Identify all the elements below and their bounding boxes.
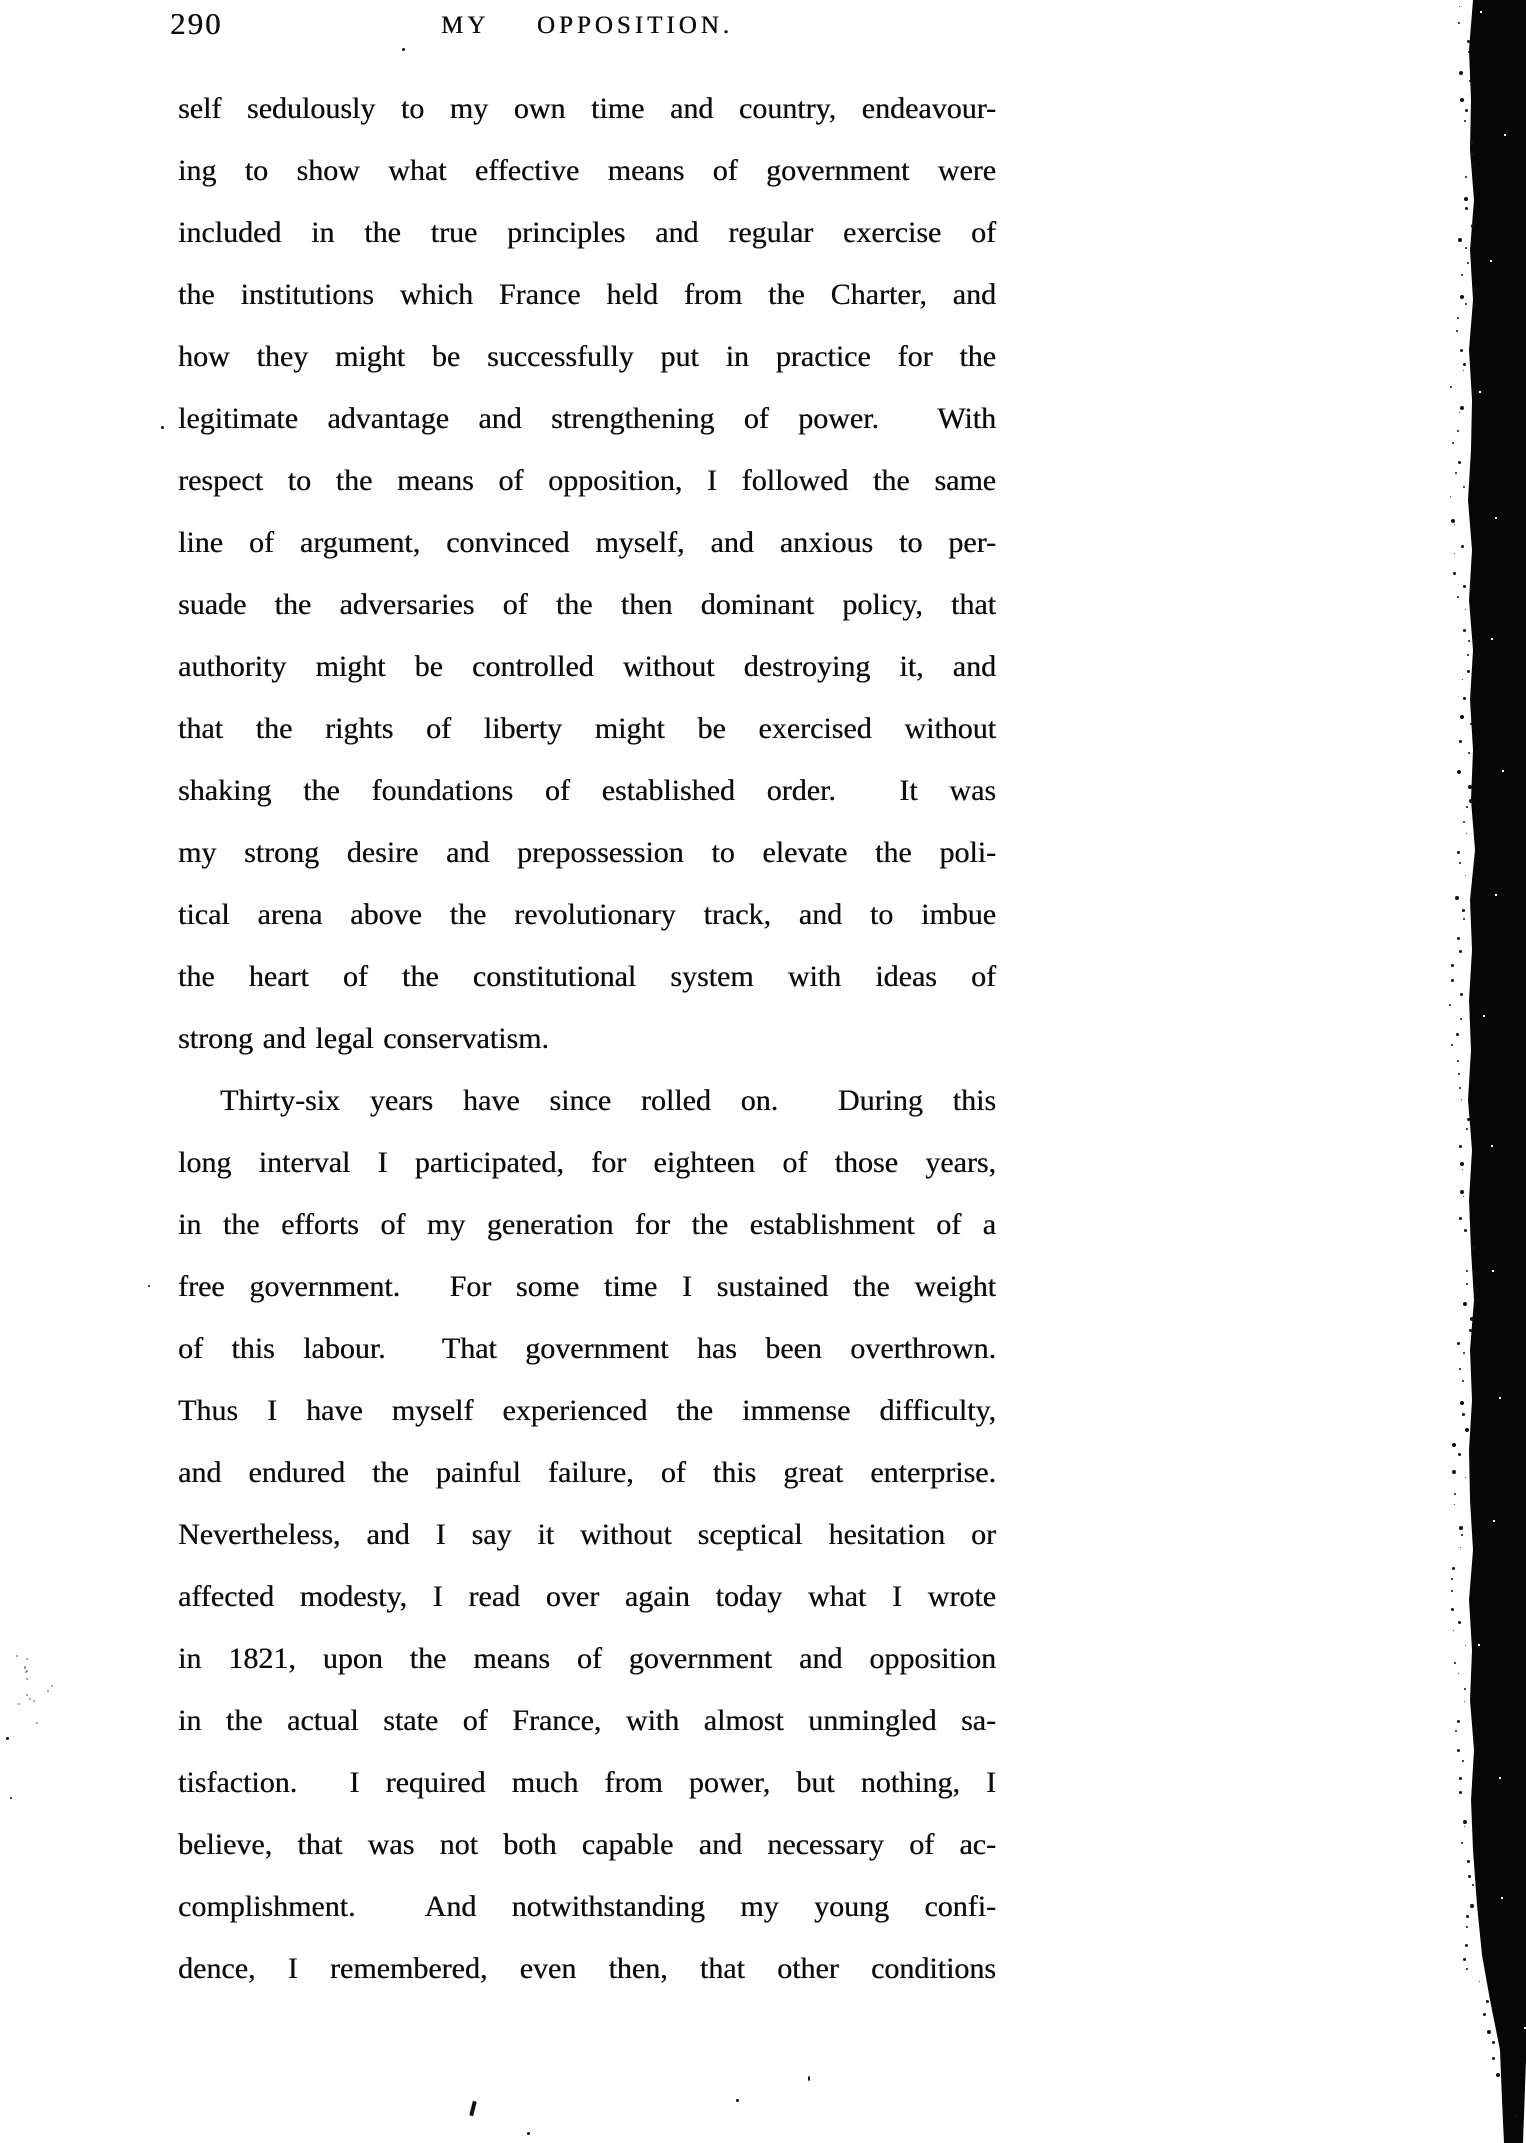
text-line: included in the true principles and regular exercise of	[178, 216, 996, 249]
text-line: authority might be controlled without destroying it, and	[178, 650, 996, 683]
scan-noise-dot	[1454, 1504, 1455, 1505]
scan-noise-dot	[1452, 1470, 1456, 1474]
scan-noise-dot	[1459, 1791, 1462, 1794]
scan-noise-dot	[1459, 1087, 1461, 1089]
scan-noise-dot	[1468, 752, 1470, 754]
scan-noise-dot	[1458, 461, 1461, 464]
scan-noise-dot	[1465, 1645, 1466, 1646]
text-line: affected modesty, I read over again today what I wrote	[178, 1580, 996, 1613]
scan-noise-dot	[1460, 715, 1464, 719]
scan-speck	[402, 48, 405, 51]
text-line: self sedulously to my own time and country, endeavour-	[178, 92, 996, 125]
scan-noise-dot	[1452, 1443, 1456, 1447]
scan-noise-dot	[1472, 1884, 1474, 1886]
text-line: Thus I have myself experienced the immense difficulty,	[178, 1394, 996, 1427]
text-line: dence, I remembered, even then, that other conditions	[178, 1952, 996, 1985]
scan-noise-dot	[1457, 937, 1460, 940]
text-line: of this labour. That government has been overthrown.	[178, 1332, 996, 1365]
scan-noise-dot	[1461, 1099, 1462, 1100]
scan-noise-dot	[1453, 572, 1456, 575]
scan-noise-dot	[1491, 1145, 1493, 1147]
scan-noise-dot	[1499, 1777, 1501, 1779]
scan-noise-dot	[1452, 442, 1454, 444]
scan-noise-dot	[1478, 1644, 1480, 1646]
scan-noise-dot	[36, 1722, 38, 1724]
scan-noise-dot	[1455, 896, 1459, 900]
scan-noise-dot	[1458, 1621, 1461, 1624]
scan-speck	[148, 1285, 150, 1287]
text-line: that the rights of liberty might be exercised without	[178, 712, 996, 745]
scan-noise-dot	[33, 1700, 35, 1702]
scan-noise-dot	[1457, 1060, 1459, 1062]
scan-noise-dot	[1465, 176, 1467, 178]
scan-noise-dot	[1451, 519, 1455, 523]
scan-noise-dot	[1459, 950, 1462, 953]
scan-noise-dot	[1460, 1547, 1461, 1548]
text-line: complishment. And notwithstanding my young confi-	[178, 1890, 996, 1923]
scan-noise-dot	[1451, 1590, 1453, 1592]
scan-noise-dot	[1465, 303, 1467, 305]
scan-noise-dot	[1459, 1526, 1463, 1530]
scan-noise-dot	[1492, 2041, 1495, 2044]
scan-noise-dot	[1457, 317, 1459, 319]
scan-noise-dot	[1457, 1342, 1460, 1345]
scan-noise-dot	[1490, 260, 1492, 262]
scan-noise-dot	[1454, 1662, 1456, 1664]
text-line: line of argument, convinced myself, and anxious to per-	[178, 526, 996, 559]
scan-noise-dot	[1458, 238, 1462, 242]
scan-noise-dot	[26, 1694, 28, 1696]
scan-noise-dot	[1459, 71, 1463, 75]
scan-noise-dot	[1451, 1044, 1453, 1046]
scan-noise-dot	[1467, 654, 1469, 656]
text-line: suade the adversaries of the then dominant policy, that	[178, 588, 996, 621]
scan-noise-dot	[1458, 22, 1460, 24]
scan-noise-dot	[1467, 1118, 1470, 1121]
scan-noise-dot	[1524, 2027, 1526, 2029]
scan-noise-dot	[1460, 1162, 1464, 1166]
scan-noise-dot	[1466, 1926, 1468, 1928]
scan-noise-dot	[1464, 1826, 1465, 1827]
text-line: tisfaction. I required much from power, but nothing, I	[178, 1766, 996, 1799]
scan-noise-dot	[1460, 295, 1464, 299]
scan-noise-dot	[1460, 1190, 1464, 1194]
scan-noise-dot	[1461, 1534, 1463, 1536]
scan-noise-dot	[1483, 2013, 1486, 2016]
text-line: in the actual state of France, with almost unmingled sa-	[178, 1704, 996, 1737]
scan-noise-dot	[1464, 197, 1468, 201]
text-line: tical arena above the revolutionary track, and to imbue	[178, 898, 996, 931]
scan-noise-dot	[1454, 524, 1455, 525]
page-header	[0, 4, 1460, 54]
scan-noise-dot	[1466, 1270, 1468, 1272]
scan-noise-dot	[1460, 993, 1463, 996]
text-line: in the efforts of my generation for the establishment of a	[178, 1208, 996, 1241]
scan-noise-dot	[1459, 412, 1460, 413]
text-line: respect to the means of opposition, I followed the same	[178, 464, 996, 497]
scan-noise-dot	[1471, 224, 1475, 228]
scan-gutter-shadow	[1460, 0, 1526, 2143]
scan-noise-dot	[1470, 141, 1474, 145]
scan-noise-dot	[1514, 2114, 1518, 2118]
scan-noise-dot	[1469, 799, 1473, 803]
page-text	[178, 78, 996, 2000]
scan-noise-dot	[1463, 585, 1466, 588]
scan-noise-dot	[1483, 1015, 1485, 1017]
scan-noise-dot	[1462, 1413, 1465, 1416]
scan-noise-dot	[1463, 370, 1464, 371]
scan-noise-dot	[1455, 1730, 1457, 1732]
scan-noise-dot	[1467, 670, 1470, 673]
scan-noise-dot	[1462, 1169, 1463, 1170]
scan-noise-dot	[1465, 875, 1466, 876]
scan-noise-dot	[1454, 1493, 1456, 1495]
scan-noise-dot	[1457, 770, 1461, 774]
scan-noise-dot	[1457, 430, 1459, 432]
page-number: 290	[170, 6, 223, 41]
text-line: ing to show what effective means of government were	[178, 154, 996, 187]
scan-noise-dot	[1513, 2079, 1514, 2080]
scan-noise-dot	[1463, 629, 1466, 632]
scan-noise-dot	[1486, 2000, 1489, 2003]
scan-noise-dot	[1468, 1875, 1471, 1878]
scan-noise-dot	[1495, 517, 1497, 519]
scan-noise-dot	[1465, 247, 1467, 249]
scan-noise-dot	[1466, 1968, 1468, 1970]
scan-noise-dot	[1455, 472, 1457, 474]
scan-noise-dot	[1460, 1018, 1462, 1020]
scan-noise-dot	[51, 1685, 53, 1687]
scan-speck	[6, 1737, 9, 1740]
text-line: believe, that was not both capable and necessary of ac-	[178, 1828, 996, 1861]
scan-noise-dot	[1463, 697, 1466, 700]
scan-noise-dot	[1463, 918, 1465, 920]
scan-speck	[808, 2076, 810, 2081]
scan-noise-dot	[1464, 120, 1466, 122]
scan-noise-dot	[1463, 486, 1465, 488]
scan-noise-dot	[1450, 496, 1451, 497]
text-line: legitimate advantage and strengthening of power. With	[178, 402, 996, 435]
scan-noise-dot	[1504, 134, 1506, 136]
text-line: Nevertheless, and I say it without sceptical hesitation or	[178, 1518, 996, 1551]
scan-noise-dot	[1456, 330, 1458, 332]
scan-noise-dot	[1468, 640, 1470, 642]
scan-noise-dot	[1459, 1777, 1462, 1780]
running-title: MY OPPOSITION.	[441, 12, 733, 39]
scan-noise-dot	[1471, 153, 1474, 156]
text-line: how they might be successfully put in practice for the	[178, 340, 996, 373]
scan-noise-dot	[1465, 1477, 1466, 1478]
scan-noise-dot	[1461, 545, 1464, 548]
scan-noise-dot	[26, 1678, 28, 1680]
scan-noise-dot	[1465, 609, 1466, 610]
scan-noise-dot	[1461, 274, 1463, 276]
scan-noise-dot	[26, 1658, 28, 1660]
text-line: Thirty-six years have since rolled on. During this	[220, 1084, 996, 1117]
scan-noise-dot	[1459, 1145, 1462, 1148]
scan-noise-dot	[1459, 862, 1461, 864]
scan-noise-dot	[1453, 1630, 1454, 1631]
text-line: shaking the foundations of established order. It was	[178, 774, 996, 807]
scan-noise-dot	[1462, 909, 1465, 912]
scan-speck	[161, 426, 164, 429]
scan-noise-dot	[1458, 1453, 1461, 1456]
scan-noise-dot	[29, 1698, 31, 1700]
scan-noise-dot	[1479, 1981, 1480, 1982]
scan-speck	[736, 2099, 739, 2102]
scan-noise-dot	[1454, 553, 1455, 554]
scan-speck	[527, 2132, 530, 2135]
scan-noise-dot	[1457, 1720, 1460, 1723]
scan-mark	[469, 2101, 477, 2117]
scan-noise-dot	[1479, 391, 1481, 393]
scan-noise-dot	[1464, 1229, 1467, 1232]
scan-noise-dot	[1463, 1302, 1467, 1306]
scan-noise-dot	[1495, 894, 1497, 896]
scan-noise-dot	[1501, 1897, 1503, 1899]
scan-noise-dot	[1450, 386, 1452, 388]
scan-noise-dot	[1456, 1033, 1459, 1036]
scan-noise-dot	[1465, 207, 1468, 210]
scan-noise-dot	[1502, 770, 1504, 772]
scan-noise-dot	[1466, 1283, 1468, 1285]
text-line: the heart of the constitutional system with ideas of	[178, 960, 996, 993]
scan-noise-dot	[1466, 806, 1468, 808]
scan-noise-dot	[1462, 1380, 1464, 1382]
text-line: long interval I participated, for eighteen of those years,	[178, 1146, 996, 1179]
scan-noise-dot	[1458, 1673, 1459, 1674]
scan-noise-dot	[1451, 1578, 1453, 1580]
text-line: the institutions which France held from the Charter, and	[178, 278, 996, 311]
scan-noise-dot	[1464, 1688, 1466, 1690]
scan-noise-dot	[1480, 11, 1482, 13]
text-line: and endured the painful failure, of this great enterprise.	[178, 1456, 996, 1489]
scan-noise-dot	[1466, 833, 1467, 834]
scan-noise-dot	[1469, 1329, 1472, 1332]
scan-noise-dot	[1463, 1196, 1464, 1197]
scan-noise-dot	[1467, 1860, 1470, 1863]
scan-noise-dot	[1492, 2057, 1495, 2060]
scan-noise-dot	[1463, 1352, 1465, 1354]
scan-noise-dot	[1449, 1004, 1451, 1006]
scan-noise-dot	[1451, 1608, 1454, 1611]
scan-noise-dot	[1472, 163, 1474, 165]
scan-noise-dot	[1459, 1368, 1461, 1370]
scan-noise-dot	[1467, 262, 1469, 264]
scan-noise-dot	[1459, 740, 1462, 743]
scan-noise-dot	[1459, 1217, 1462, 1220]
scan-noise-dot	[1460, 349, 1463, 352]
scan-noise-dot	[1452, 1567, 1455, 1570]
scan-noise-dot	[1457, 1749, 1460, 1752]
scan-noise-dot	[18, 1703, 20, 1705]
scan-noise-dot	[1462, 679, 1463, 680]
scan-noise-dot	[1492, 1270, 1494, 1272]
scan-noise-dot	[1465, 1944, 1468, 1947]
scan-speck	[10, 1797, 12, 1799]
scan-noise-dot	[1460, 98, 1464, 102]
scan-noise-dot	[1451, 979, 1454, 982]
scan-noise-dot	[1466, 1128, 1468, 1130]
scan-noise-dot	[1470, 1904, 1474, 1908]
scan-noise-dot	[1463, 1820, 1467, 1824]
scan-noise-dot	[1463, 821, 1465, 823]
scan-noise-dot	[1457, 851, 1460, 854]
scan-noise-dot	[1496, 2073, 1500, 2077]
text-line: free government. For some time I sustained the weight	[178, 1270, 996, 1303]
scan-noise-dot	[1463, 363, 1466, 366]
scan-noise-dot	[47, 1690, 49, 1692]
scan-noise-dot	[1464, 1701, 1465, 1702]
scan-noise-dot	[1467, 40, 1470, 43]
scan-noise-dot	[1491, 638, 1493, 640]
text-line: strong and legal conservatism.	[178, 1022, 549, 1055]
scan-noise-dot	[1462, 1760, 1464, 1762]
scan-noise-dot	[1457, 596, 1459, 598]
scan-noise-dot	[1465, 1428, 1469, 1432]
scan-noise-dot	[1461, 1842, 1463, 1844]
scan-noise-dot	[1451, 964, 1454, 967]
text-line: in 1821, upon the means of government and opposition	[178, 1642, 996, 1675]
scan-noise-dot	[16, 1655, 18, 1657]
scan-noise-dot	[1493, 1520, 1495, 1522]
scan-noise-dot	[1499, 1397, 1501, 1399]
scan-noise-dot	[1487, 2030, 1491, 2034]
scan-noise-dot	[1465, 109, 1468, 112]
text-line: my strong desire and prepossession to elevate the poli-	[178, 836, 996, 869]
scan-noise-dot	[1466, 1915, 1469, 1918]
scan-noise-dot	[1463, 1958, 1466, 1961]
scan-noise-dot	[1460, 1401, 1464, 1405]
scan-noise-dot	[1460, 406, 1464, 410]
scan-noise-dot	[1508, 2093, 1509, 2094]
scan-noise-dot	[1458, 1073, 1460, 1075]
